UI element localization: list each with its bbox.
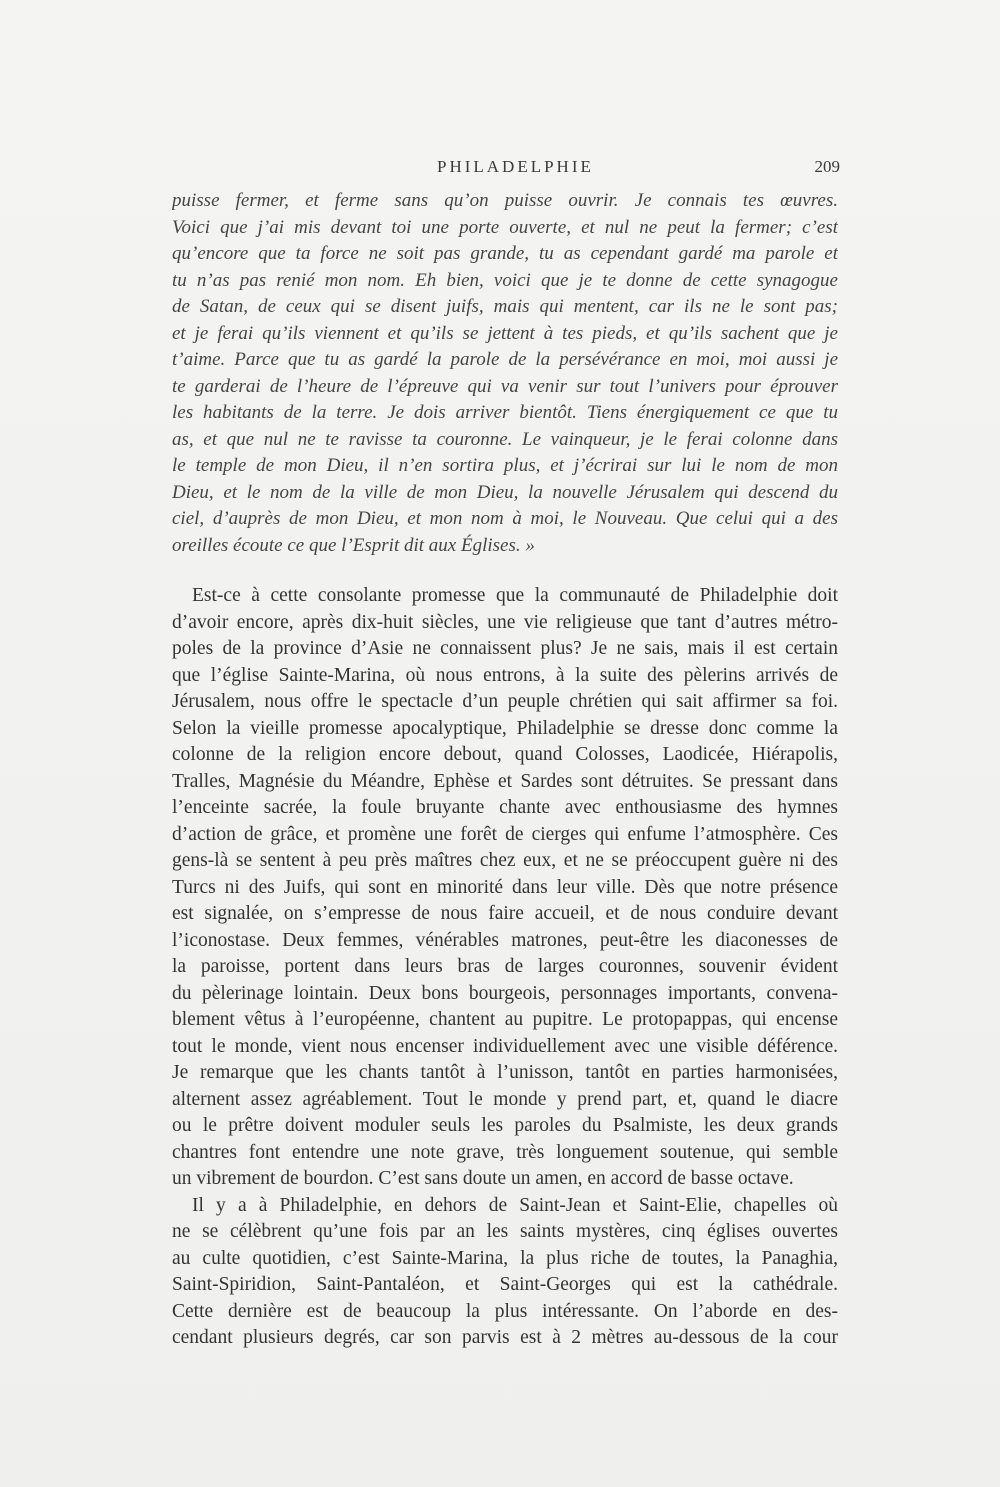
running-head xyxy=(0,157,1000,181)
paragraph-line: ne se célèbrent qu’une fois par an les saints mystères, cinq églises ouvertes xyxy=(172,1221,838,1242)
paragraph-line: Je remarque que les chants tantôt à l’unisson, tantôt en parties harmonisées, xyxy=(172,1062,838,1083)
quote-line: le temple de mon Dieu, il n’en sortira plus, et j’écrirai sur lui le nom de mon xyxy=(172,455,838,476)
paragraph-line: est signalée, on s’empresse de nous faire accueil, et de nous conduire devant xyxy=(172,903,838,924)
paragraph-line: Selon la vieille promesse apocalyptique, Philadelphie se dresse donc comme la xyxy=(172,717,838,739)
paragraph-line: alternent assez agréablement. Tout le monde y prend part, et, quand le diacre xyxy=(172,1088,838,1110)
paragraph-line: Il y a à Philadelphie, en dehors de Saint-Jean et Saint-Elie, chapelles où xyxy=(192,1194,838,1216)
paragraph-line: Cette dernière est de beaucoup la plus intéressante. On l’aborde en des- xyxy=(172,1300,838,1322)
paragraph-line: du pèlerinage lointain. Deux bons bourgeois, personnages importants, convena- xyxy=(172,982,838,1004)
page-number: 209 xyxy=(814,157,840,176)
paragraph-line: Saint-Spiridion, Saint-Pantaléon, et Saint-Georges qui est la cathédrale. xyxy=(172,1274,838,1295)
paragraph-line: gens-là se sentent à peu près maîtres chez eux, et ne se préoccupent guère ni des xyxy=(172,850,838,871)
section-gap xyxy=(172,559,838,583)
paragraph-2 xyxy=(172,1193,838,1352)
quote-line: te garderai de l’heure de l’épreuve qui va venir sur tout l’univers pour éprouver xyxy=(172,375,838,397)
quote-line: t’aime. Parce que tu as gardé la parole de la persévérance en moi, moi aussi je xyxy=(172,349,838,370)
paragraph-line: tout le monde, vient nous encenser individuellement avec une visible déférence. xyxy=(172,1035,838,1057)
quote-line: tu n’as pas renié mon nom. Eh bien, voici que je te donne de cette synagogue xyxy=(172,269,838,291)
quote-line: Voici que j’ai mis devant toi une porte ouverte, et nul ne peut la fermer; c’est xyxy=(172,216,838,238)
paragraph-line: l’iconostase. Deux femmes, vénérables matrones, peut-être les diaconesses de xyxy=(172,929,838,951)
scripture-quote xyxy=(172,188,838,559)
paragraph-line: chantres font entendre une note grave, très longuement soutenue, qui semble xyxy=(172,1141,838,1163)
quote-line: as, et que nul ne te ravisse ta couronne. Le vainqueur, je le ferai colonne dans xyxy=(172,428,838,450)
paragraph-line: un vibrement de bourdon. C’est sans doute un amen, en accord de basse octave. xyxy=(172,1168,794,1189)
paragraph-line: blement vêtus à l’européenne, chantent au pupitre. Le protopappas, qui encense xyxy=(172,1009,838,1030)
paragraph-line: d’avoir encore, après dix-huit siècles, une vie religieuse que tant d’autres métro- xyxy=(172,611,838,633)
paragraph-line: cendant plusieurs degrés, car son parvis est à 2 mètres au-dessous de la cour xyxy=(172,1327,838,1348)
paragraph-line: que l’église Sainte-Marina, où nous entrons, à la suite des pèlerins arrivés de xyxy=(172,664,838,686)
quote-line: ciel, d’auprès de mon Dieu, et mon nom à moi, le Nouveau. Que celui qui a des xyxy=(172,508,838,529)
quote-line: Dieu, et le nom de la ville de mon Dieu, la nouvelle Jérusalem qui descend du xyxy=(172,481,838,503)
running-title: PHILADELPHIE xyxy=(437,157,594,176)
paragraph-line: Est-ce à cette consolante promesse que la communauté de Philadelphie doit xyxy=(192,585,838,606)
paragraph-line: l’enceinte sacrée, la foule bruyante chante avec enthousiasme des hymnes xyxy=(172,797,838,818)
paragraph-line: Jérusalem, nous offre le spectacle d’un peuple chrétien qui sait affirmer sa foi. xyxy=(172,691,838,712)
paragraph-line: colonne de la religion encore debout, quand Colosses, Laodicée, Hiérapolis, xyxy=(172,744,838,765)
paragraph-line: d’action de grâce, et promène une forêt de cierges qui enfume l’atmosphère. Ces xyxy=(172,823,838,845)
paragraph-line: Turcs ni des Juifs, qui sont en minorité dans leur ville. Dès que notre présence xyxy=(172,876,838,898)
paragraph-line: poles de la province d’Asie ne connaissent plus? Je ne sais, mais il est certain xyxy=(172,638,838,659)
quote-line: de Satan, de ceux qui se disent juifs, mais qui mentent, car ils ne le sont pas; xyxy=(172,296,838,317)
quote-line: et je ferai qu’ils viennent et qu’ils se jettent à tes pieds, et qu’ils sachent que je xyxy=(172,322,838,344)
quote-line: les habitants de la terre. Je dois arriver bientôt. Tiens énergiquement ce que tu xyxy=(172,402,838,423)
quote-line: oreilles écoute ce que l’Esprit dit aux Églises. » xyxy=(172,534,535,556)
paragraph-1 xyxy=(172,583,838,1193)
paragraph-line: la paroisse, portent dans leurs bras de larges couronnes, souvenir évident xyxy=(172,956,838,977)
paragraph-line: ou le prêtre doivent moduler seuls les paroles du Psalmiste, les deux grands xyxy=(172,1115,838,1136)
paragraph-line: au culte quotidien, c’est Sainte-Marina, la plus riche de toutes, la Panaghia, xyxy=(172,1247,838,1269)
quote-line: puisse fermer, et ferme sans qu’on puisse ouvrir. Je connais tes œuvres. xyxy=(172,190,838,211)
paragraph-line: Tralles, Magnésie du Méandre, Ephèse et Sardes sont détruites. Se pressant dans xyxy=(172,770,838,792)
text-block xyxy=(172,188,838,1352)
quote-line: qu’encore que ta force ne soit pas grande, tu as cependant gardé ma parole et xyxy=(172,243,838,264)
